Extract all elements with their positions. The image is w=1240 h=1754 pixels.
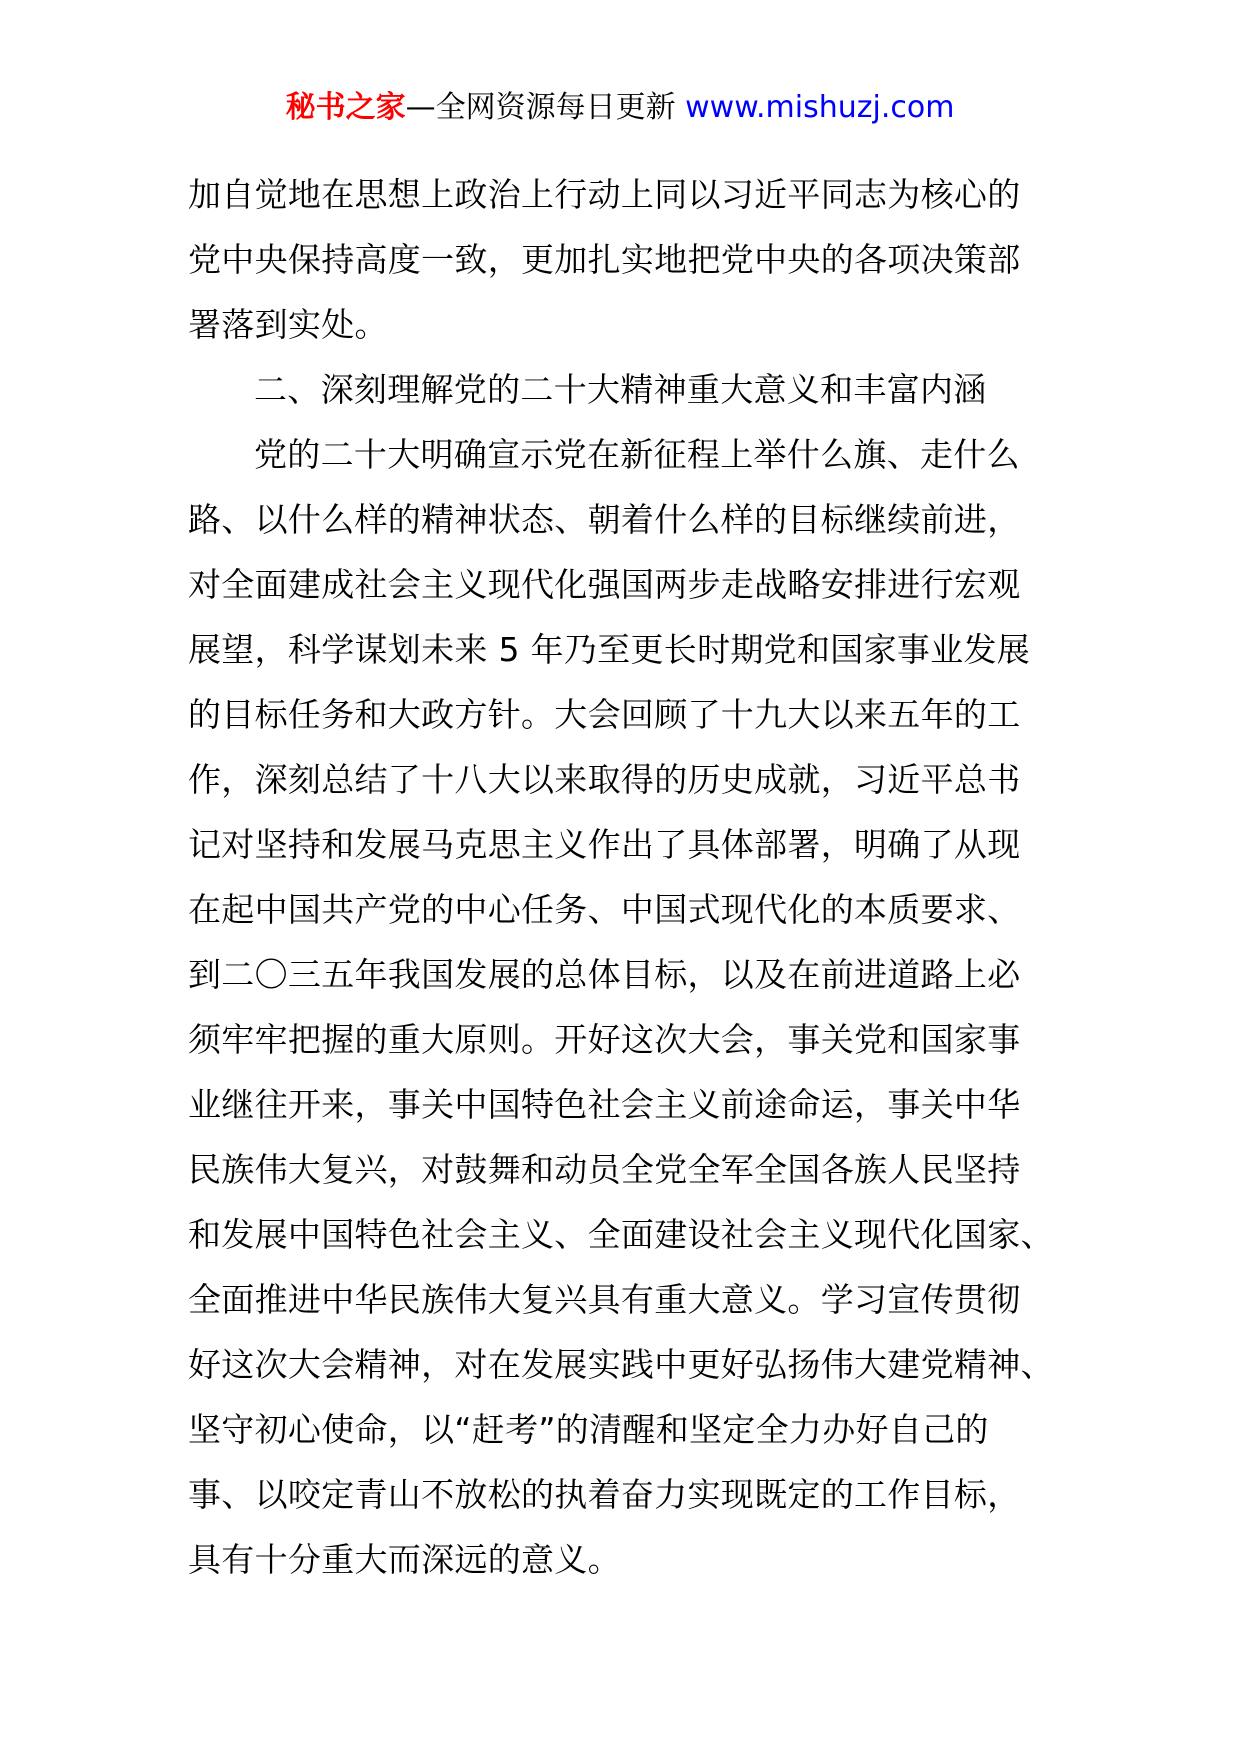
- body-line: 坚守初心使命，以“赶考”的清醒和坚定全力办好自己的: [188, 1410, 989, 1449]
- body-line: 党的二十大明确宣示党在新征程上举什么旗、走什么: [254, 435, 1020, 474]
- body-line: 好这次大会精神，对在发展实践中更好弘扬伟大建党精神、: [188, 1345, 1054, 1384]
- section-heading: 二、深刻理解党的二十大精神重大意义和丰富内涵: [254, 370, 987, 409]
- body-line: 在起中国共产党的中心任务、中国式现代化的本质要求、: [188, 890, 1021, 929]
- body-line: 路、以什么样的精神状态、朝着什么样的目标继续前进，: [188, 500, 1021, 539]
- body-line: 全面推进中华民族伟大复兴具有重大意义。学习宣传贯彻: [188, 1280, 1021, 1319]
- body-line: 加自觉地在思想上政治上行动上同以习近平同志为核心的: [188, 175, 1021, 214]
- body-line: 党中央保持高度一致，更加扎实地把党中央的各项决策部: [188, 240, 1021, 279]
- header-url-link[interactable]: www.mishuzj.com: [685, 90, 955, 125]
- page-header: [0, 88, 1240, 128]
- body-line: 事、以咬定青山不放松的执着奋力实现既定的工作目标，: [188, 1475, 1021, 1514]
- body-line: 具有十分重大而深远的意义。: [188, 1540, 621, 1579]
- body-line: 民族伟大复兴，对鼓舞和动员全党全军全国各族人民坚持: [188, 1150, 1021, 1189]
- body-line: 业继往开来，事关中国特色社会主义前途命运，事关中华: [188, 1085, 1021, 1124]
- document-body: [188, 162, 1058, 1592]
- body-line: 的目标任务和大政方针。大会回顾了十九大以来五年的工: [188, 695, 1021, 734]
- body-line: 对全面建成社会主义现代化强国两步走战略安排进行宏观: [188, 565, 1021, 604]
- header-slogan: —全网资源每日更新: [405, 90, 676, 125]
- body-line: 展望，科学谋划未来 5 年乃至更长时期党和国家事业发展: [188, 630, 1031, 669]
- body-line: 须牢牢把握的重大原则。开好这次大会，事关党和国家事: [188, 1020, 1021, 1059]
- body-line: 记对坚持和发展马克思主义作出了具体部署，明确了从现: [188, 825, 1021, 864]
- body-line: 到二〇三五年我国发展的总体目标，以及在前进道路上必: [188, 955, 1021, 994]
- body-line: 作，深刻总结了十八大以来取得的历史成就，习近平总书: [188, 760, 1021, 799]
- header-brand: 秘书之家: [285, 90, 406, 125]
- body-line: 和发展中国特色社会主义、全面建设社会主义现代化国家、: [188, 1215, 1054, 1254]
- body-line: 署落到实处。: [188, 305, 388, 344]
